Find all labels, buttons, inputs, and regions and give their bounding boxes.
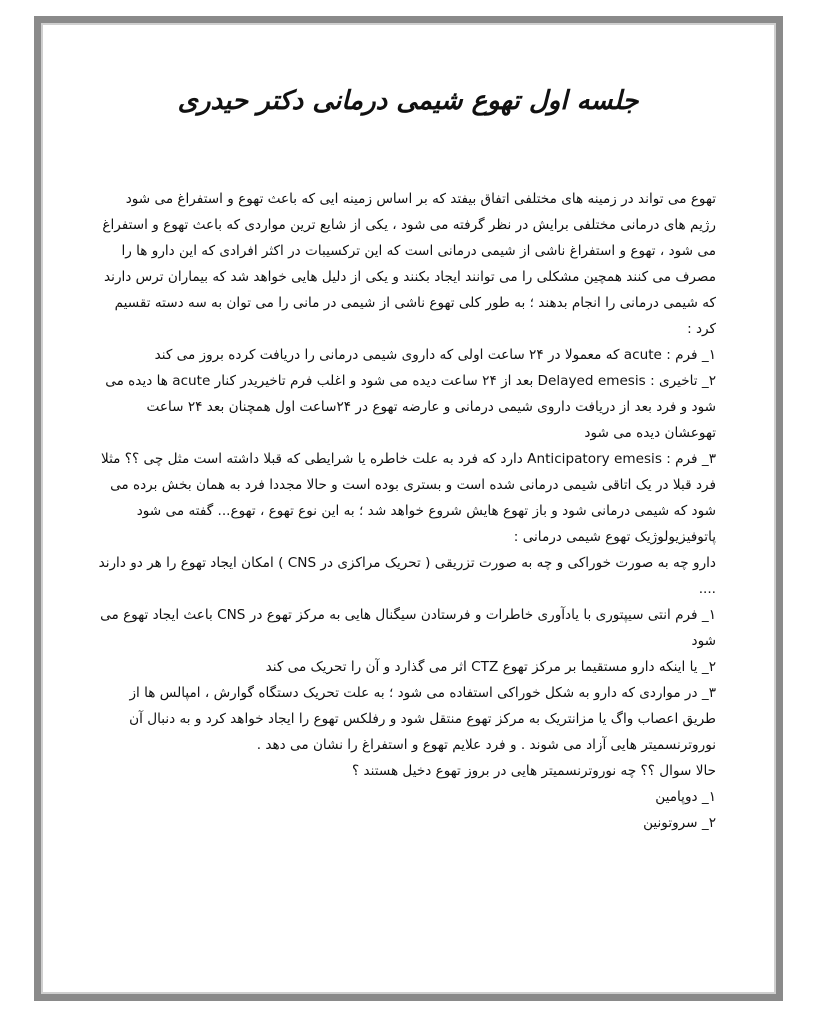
document-title: جلسه اول تهوع شیمی درمانی دکتر حیدری (177, 86, 639, 116)
answer-item-dopamine: ١_ دوپامین (655, 789, 716, 805)
intro-paragraph: تهوع می تواند در زمینه های مختلفی اتفاق بیفتد که بر اساس زمینه ایی که باعث تهوع و استفراغ می شود رژیم های درمانی مختلفی برایش در نظر گرفته می شود ، یکی از شایع ترین مواردی که باعث تهوع و استفراغ می شود ، تهوع و استفراغ ناشی از شیمی درمانی است که این ترکسیبات در اکثر افرادی که این دارو ها را مصرف می کنند همچین مشکلی را می توانند ایجاد بکنند و یکی از دلیل هایی خواهد شد که بیماران ترس دارند که شیمی درمانی را انجام بدهند ؛ به طور کلی تهوع ناشی از شیمی در مانی را می توان به سه دسته تقسیم کرد : (102, 191, 716, 337)
list-item-acute: ١_ فرم : acute که معمولا در ٢۴ ساعت اولی که داروی شیمی درمانی را دریافت کرده بروز می کند (154, 347, 716, 363)
mechanism-item-1: ١_ فرم انتی سیپتوری با یادآوری خاطرات و فرستادن سیگنال هایی به مرکز تهوع در CNS باعث ایجاد تهوع می شود (100, 607, 716, 649)
list-item-delayed: ٢_ تاخیری : Delayed emesis بعد از ٢۴ ساعت دیده می شود و اغلب فرم تاخیریدر کنار acute ها دیده می شود و فرد بعد از دریافت داروی شیمی درمانی و عارضه تهوع در ٢۴ساعت اول همچنان بعد ٢۴ ساعت تهوعشان دیده می شود (105, 373, 716, 441)
list-item-anticipatory: ٣_ فرم : Anticipatory emesis دارد که فرد به علت خاطره یا شرایطی که قبلا داشته است مثل چی ؟؟ مثلا فرد قبلا در یک اتاقی شیمی درمانی شده است و بستری بوده است و حالا مجددا فرد به همان بخش برده می شود که شیمی درمانی شود و باز تهوع هایش شروع خواهد شد ؛ به این نوع تهوع ، تهوع... گفته می شود (100, 451, 716, 519)
mechanism-item-2: ٢_ یا اینکه دارو مستقیما بر مرکز تهوع CTZ اثر می گذارد و آن را تحریک می کند (265, 659, 716, 675)
mechanism-item-3: ٣_ در مواردی که دارو به شکل خوراکی استفاده می شود ؛ به علت تحریک دستگاه گوارش ، امپالس ها از طریق اعصاب واگ یا مزانتریک به مرکز تهوع منتقل شود و رفلکس تهوع را ایجاد خواهد کرد و به دنبال آن نوروترنسمیتر هایی آزاد می شوند . و فرد علایم تهوع و استفراغ را نشان می دهد . (129, 685, 716, 753)
section-heading-pathophysiology: پاتوفیزیولوژیک تهوع شیمی درمانی : (513, 529, 716, 545)
answer-item-serotonin: ٢_ سروتونین (643, 815, 716, 831)
document-body (98, 186, 716, 836)
question-line: حالا سوال ؟؟ چه نوروترنسمیتر هایی در بروز تهوع دخیل هستند ؟ (351, 763, 716, 779)
paragraph-routes: دارو چه به صورت خوراکی و چه به صورت تزریقی ( تحریک مراکزی در CNS ) امکان ایجاد تهوع را هر دو دارند .... (98, 555, 716, 597)
